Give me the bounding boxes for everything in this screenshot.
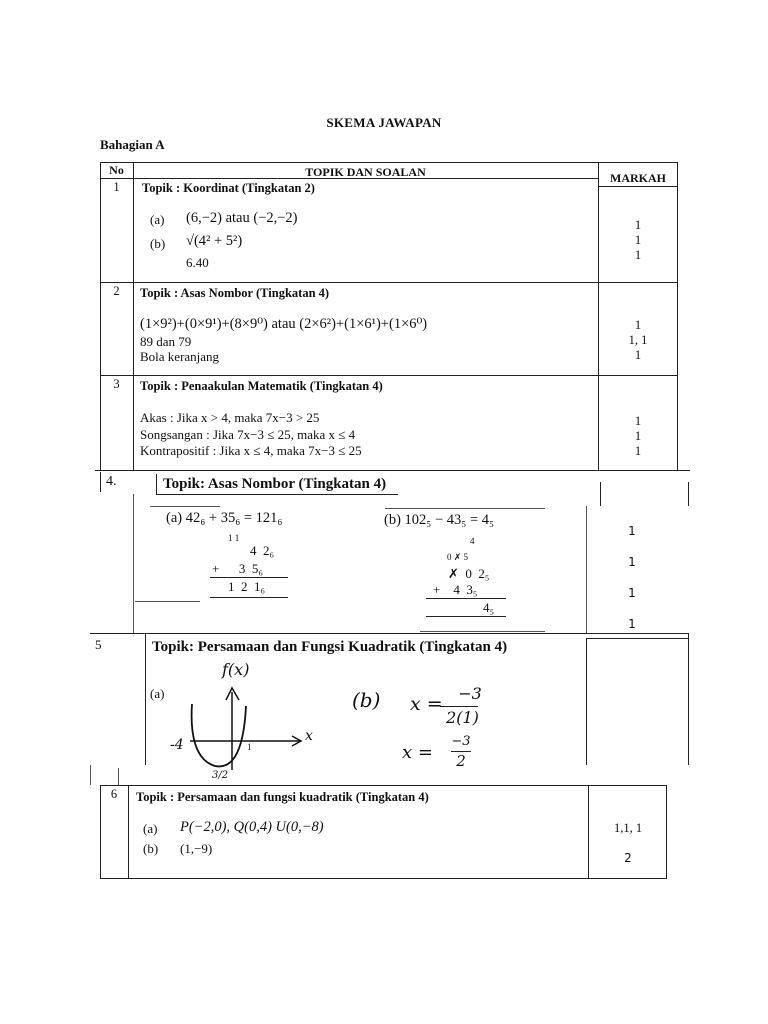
subtraction-result: 4₅	[483, 600, 495, 615]
question-number: 5	[95, 637, 102, 652]
header-topik: TOPIK DAN SOALAN	[305, 165, 426, 179]
answer-line: Bola keranjang	[140, 349, 220, 364]
borrow-digits: 0 ✗ 5	[447, 552, 469, 562]
result-denominator: 2	[456, 752, 466, 770]
mark-value: 1	[634, 248, 642, 262]
part-a-label: (a)	[150, 686, 165, 701]
mark-value: 1	[634, 429, 642, 443]
part-b-answer: √(4² + 5²)	[186, 233, 243, 249]
header-no: No	[109, 163, 124, 177]
mark-value: 1	[634, 318, 642, 332]
part-b-answer: (b) 102₅ − 43₅ = 4₅	[384, 512, 495, 528]
part-a-label: (a)	[143, 821, 158, 836]
carry-digits: 1 1	[228, 533, 240, 543]
mark-value: 1	[628, 617, 636, 631]
quadratic-sketch	[160, 662, 330, 787]
part-a-answer: (a) 42₆ + 35₆ = 121₆	[166, 510, 283, 526]
section-label: Bahagian A	[100, 137, 165, 152]
mark-value: 2	[624, 851, 632, 865]
part-b-result: 6.40	[186, 255, 209, 270]
part-a-answer: (6,−2) atau (−2,−2)	[186, 210, 298, 226]
fx-label: f(x)	[222, 660, 250, 679]
subtraction-row-2: + 4 3₅	[433, 582, 478, 597]
answer-line: Kontrapositif : Jika x ≤ 4, maka 7x−3 ≤ 25	[140, 443, 362, 458]
part-a-label: (a)	[150, 212, 165, 227]
question-topic: Topik : Persamaan dan fungsi kuadratik (Tingkatan 4)	[136, 790, 429, 804]
mark-value: 1	[634, 218, 642, 232]
question-number: 4.	[106, 474, 117, 489]
addition-row-2: + 3 5₆	[212, 561, 263, 576]
result-numerator: −3	[451, 734, 471, 749]
mark-value: 1, 1	[628, 333, 648, 347]
mark-value: 1	[628, 524, 636, 538]
question-topic: Topik: Persamaan dan Fungsi Kuadratik (Tingkatan 4)	[152, 639, 508, 655]
part-b-label: (b)	[143, 841, 159, 856]
question-number: 2	[113, 284, 120, 298]
mark-value: 1	[628, 555, 636, 569]
part-b-answer: (1,−9)	[180, 841, 213, 856]
result-lhs: x =	[402, 742, 433, 763]
root-1: 1	[247, 742, 252, 752]
mark-value: 1	[634, 233, 642, 247]
question-number: 6	[110, 787, 118, 801]
answer-line: 89 dan 79	[140, 334, 192, 349]
root-minus-4: -4	[170, 737, 184, 753]
question-topic: Topik: Asas Nombor (Tingkatan 4)	[163, 476, 387, 492]
addition-row-1: 4 2₆	[250, 543, 275, 558]
working-numerator: −3	[458, 684, 482, 703]
answer-line: Akas : Jika x > 4, maka 7x−3 > 25	[140, 410, 320, 425]
mark-value: 1	[634, 444, 642, 458]
addition-result: 1 2 1₆	[228, 579, 266, 594]
working-lhs: x =	[410, 693, 443, 715]
question-topic: Topik : Koordinat (Tingkatan 2)	[142, 181, 315, 195]
working-denominator: 2(1)	[446, 708, 479, 727]
mark-value: 1	[634, 348, 642, 362]
answer-line: Songsangan : Jika 7x−3 ≤ 25, maka x ≤ 4	[140, 427, 356, 442]
mark-value: 1	[628, 586, 636, 600]
question-topic: Topik : Penaakulan Matematik (Tingkatan 4)	[140, 379, 383, 393]
part-b-label: (b)	[150, 236, 166, 251]
borrow-digit: 4	[470, 536, 475, 546]
answer-line: (1×9²)+(0×9¹)+(8×9⁰) atau (2×6²)+(1×6¹)+(1×6⁰)	[140, 316, 428, 332]
page-title: SKEMA JAWAPAN	[326, 115, 442, 130]
x-axis-label: x	[305, 728, 313, 744]
header-markah: MARKAH	[610, 171, 666, 185]
question-number: 1	[113, 180, 120, 194]
part-b-label: (b)	[352, 688, 381, 712]
mark-value: 1,1, 1	[613, 821, 643, 835]
question-number: 3	[113, 377, 120, 391]
part-a-answer: P(−2,0), Q(0,4) U(0,−8)	[180, 819, 324, 835]
question-topic: Topik : Asas Nombor (Tingkatan 4)	[140, 286, 330, 300]
mark-value: 1	[634, 414, 642, 428]
vertex-label: 3/2	[212, 770, 229, 781]
subtraction-row-1: ✗ 0 2₅	[448, 566, 490, 581]
